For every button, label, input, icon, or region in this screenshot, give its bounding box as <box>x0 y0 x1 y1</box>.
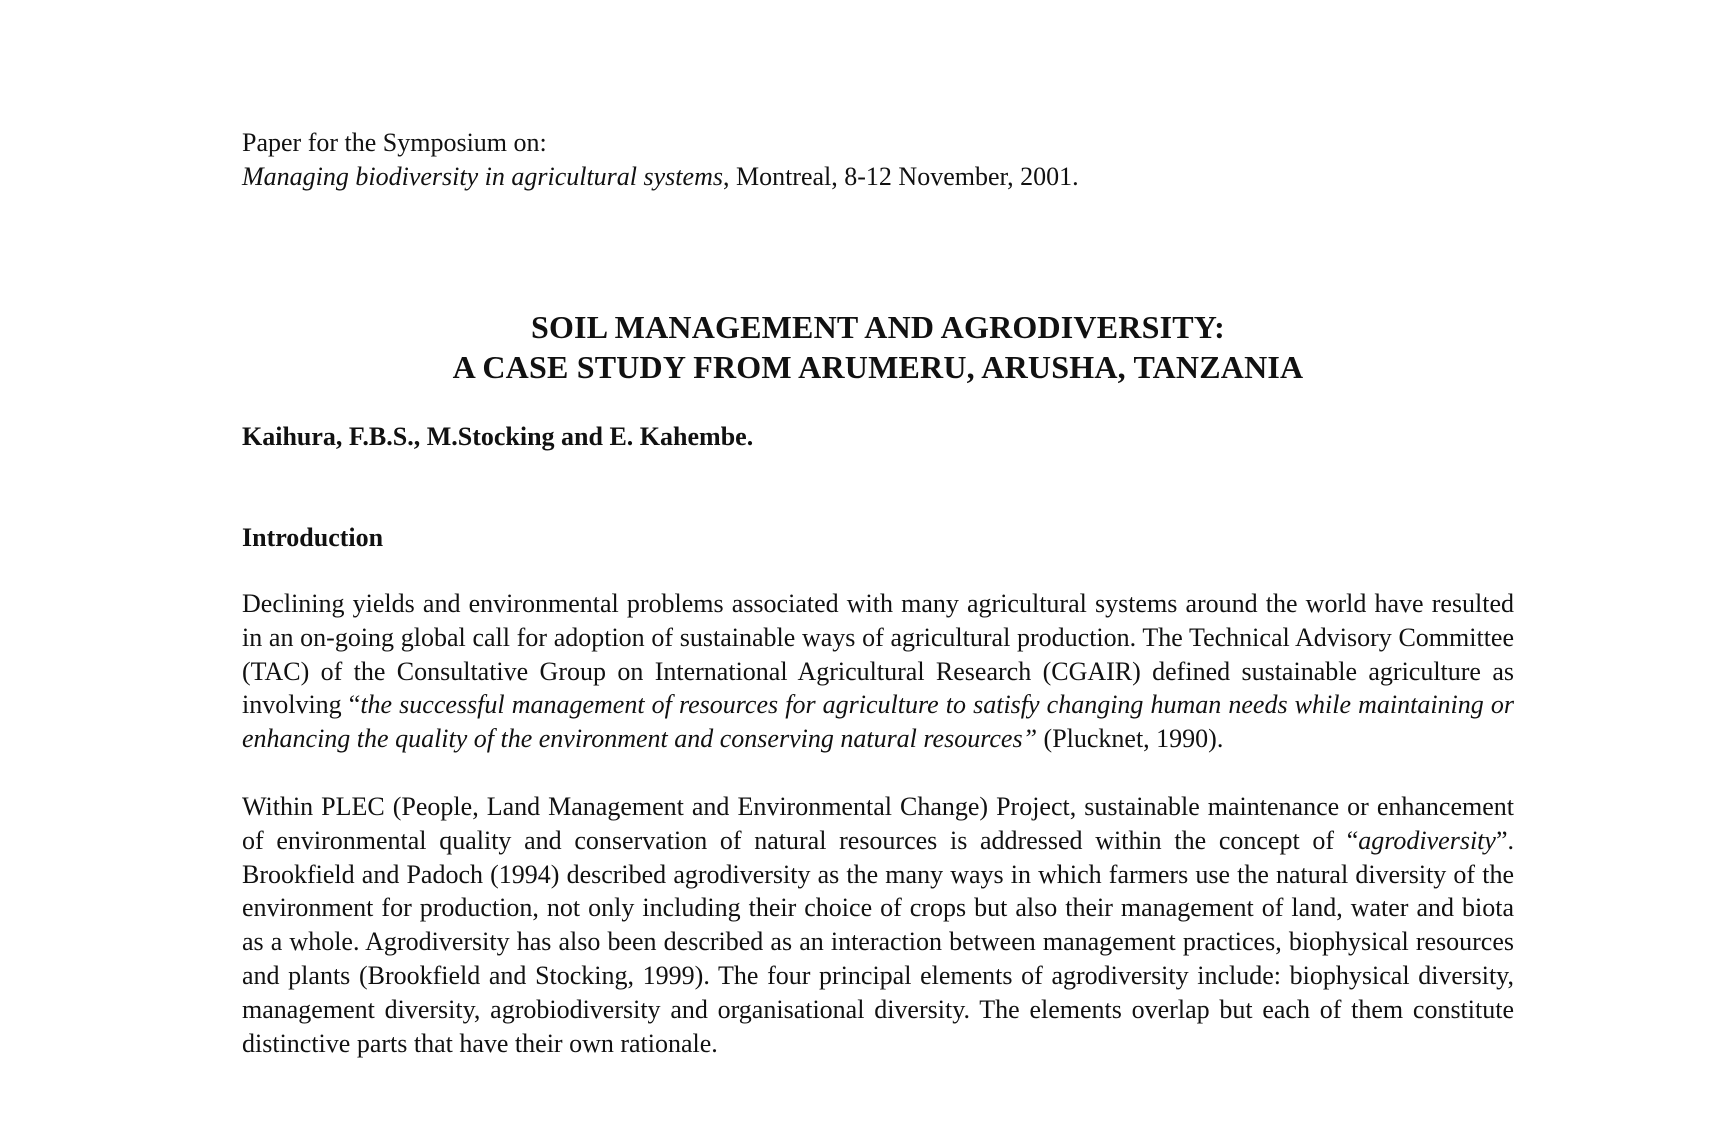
paragraph-text-continued: ”. Brookfield and Padoch (1994) described agrodiversity as the many ways in which farmers use the natural diversity of the environment for production, not only including their choice of crops but also their management of land, water and biota as a whole. Agrodiversity has also been described as an interaction between management practices, biophysical resources and plants (Brookfield and Stocking, 1999). The four principal elements of agrodiversity include: biophysical diversity, management diversity, agrobiodiversity and organisational diversity. The elements overlap but each of them constitute distinctive parts that have their own rationale. <box>242 825 1514 1058</box>
symposium-line: Paper for the Symposium on: <box>242 128 547 157</box>
introduction-paragraph-2 <box>242 790 1514 1060</box>
symposium-details <box>242 160 1514 194</box>
paper-page <box>242 126 1514 1060</box>
introduction-heading: Introduction <box>242 523 384 552</box>
paragraph-text: Declining yields and environmental problems associated with many agricultural systems around the world have resulted in an on-going global call for adoption of sustainable ways of agricultural production. The Technical Advisory Committee (TAC) of the Consultative Group on International Agricultural Research (CGAIR) defined sustainable agriculture as involving “ <box>242 589 1514 720</box>
symposium-header <box>242 126 1514 194</box>
paragraph-citation: (Plucknet, 1990). <box>1037 724 1224 754</box>
paper-title-line-1: SOIL MANAGEMENT AND AGRODIVERSITY: <box>530 309 1226 345</box>
symposium-location-date: , Montreal, 8-12 November, 2001. <box>722 162 1079 191</box>
quoted-definition: the successful management of resources for agriculture to satisfy changing human needs while maintaining or enhancing the quality of the environment and conserving natural resources” <box>242 690 1514 754</box>
paper-title-line-2: A CASE STUDY FROM ARUMERU, ARUSHA, TANZANIA <box>452 349 1304 385</box>
paper-title <box>242 307 1514 387</box>
author-list: Kaihura, F.B.S., M.Stocking and E. Kahembe. <box>242 422 754 451</box>
agrodiversity-term: agrodiversity <box>1358 825 1496 855</box>
symposium-name: Managing biodiversity in agricultural systems <box>242 162 723 191</box>
paragraph-text: Within PLEC (People, Land Management and Environmental Change) Project, sustainable maintenance or enhancement of environmental quality and conservation of natural resources is addressed within the concept of “ <box>242 791 1514 855</box>
introduction-paragraph-1 <box>242 587 1514 756</box>
